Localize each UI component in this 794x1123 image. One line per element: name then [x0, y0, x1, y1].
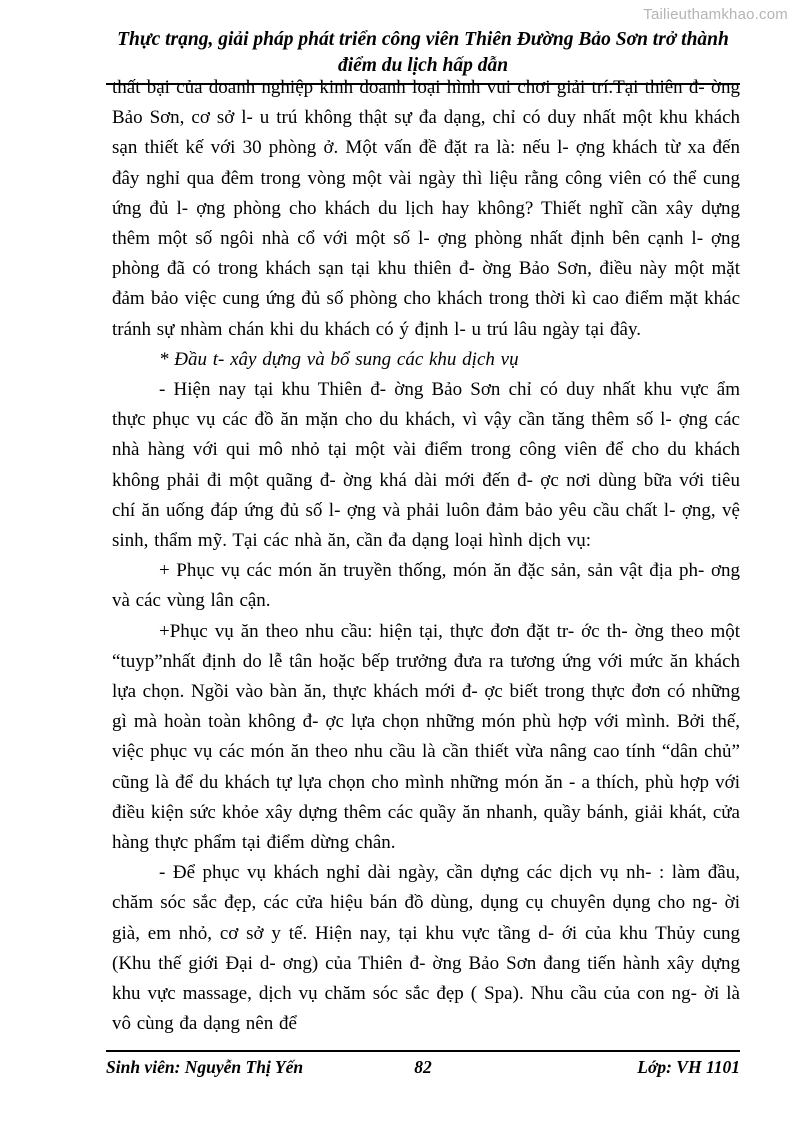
body-paragraph-2-italic-heading: * Đầu t- xây dựng và bổ sung các khu dịch vụ: [159, 348, 519, 370]
body-paragraph-3: - Hiện nay tại khu Thiên đ- ờng Bảo Sơn chỉ có duy nhất khu vực ẩm thực phục vụ các đồ ăn mặn cho du khách, vì vậy cần tăng thêm số l- ợng các nhà hàng với qui mô nhỏ tại một vài điểm trong công viên để cho du khách không phải đi một quãng đ- ờng khá dài mới đến đ- ợc nơi dùng bữa với tiêu chí ăn uống đáp ứng đủ số l- ợng và phải luôn đảm bảo yêu cầu chất l- ợng, vệ sinh, thẩm mỹ. Tại các nhà ăn, cần đa dạng loại hình dịch vụ:: [112, 379, 740, 552]
page-title-line-1: Thực trạng, giải pháp phát triển công viên Thiên Đường Bảo Sơn trở thành: [117, 29, 729, 50]
footer-class-label: Lớp: VH 1101: [637, 1057, 740, 1077]
footer-page-number: 82: [414, 1057, 432, 1077]
footer-student-name: Sinh viên: Nguyễn Thị Yến: [106, 1057, 304, 1077]
page-title-line-2: điểm du lịch hấp dẫn: [337, 55, 509, 76]
watermark-text: Tailieuthamkhao.com: [643, 6, 788, 23]
body-paragraph-1: thất bại của doanh nghiệp kinh doanh loại hình vui chơi giải trí.Tại thiên đ- ờng Bảo Sơn, cơ sở l- u trú không thật sự đa dạng, chỉ có duy nhất một khu khách sạn thiết kế với 30 phòng ở. Một vấn đề đặt ra là: nếu l- ợng khách từ xa đến đây nghỉ qua đêm trong vòng một vài ngày thì liệu rằng công viên có thể cung ứng đủ l- ợng phòng cho khách du lịch hay không? Thiết nghĩ cần xây dựng thêm một số ngôi nhà cổ với một số l- ợng phòng nhất định bên cạnh l- ợng phòng đã có trong khách sạn tại khu thiên đ- ờng Bảo Sơn, điều này một mặt đảm bảo việc cung ứng đủ số phòng cho khách trong thời kì cao điểm mặt khác tránh sự nhàm chán khi du khách có ý định l- u trú lâu ngày tại đây.: [112, 77, 740, 340]
body-paragraph-5: +Phục vụ ăn theo nhu cầu: hiện tại, thực đơn đặt tr- ớc th- ờng theo một “tuyp”nhất định do lễ tân hoặc bếp trưởng đưa ra tương ứng với mức ăn khách lựa chọn. Ngồi vào bàn ăn, thực khách mới đ- ợc biết trong thực đơn có những gì mà hoàn toàn không đ- ợc lựa chọn những món phù hợp với mình. Bởi thế, việc phục vụ các món ăn theo nhu cầu là cần thiết vừa nâng cao tính “dân chủ” cũng là để du khách tự lựa chọn cho mình những món ăn - a thích, phù hợp với điều kiện sức khỏe xây dựng thêm các quầy ăn nhanh, quầy bánh, giải khát, cửa hàng thực phẩm tại điểm dừng chân.: [112, 620, 740, 854]
body-paragraph-6: - Để phục vụ khách nghỉ dài ngày, cần dựng các dịch vụ nh- : làm đầu, chăm sóc sắc đẹp, các cửa hiệu bán đồ dùng, dụng cụ chuyên dụng cho ng- ời già, em nhỏ, cơ sở y tế. Hiện nay, tại khu vực tầng d- ới của khu Thủy cung (Khu thế giới Đại d- ơng) của Thiên đ- ờng Bảo Sơn đang tiến hành xây dựng khu vực massage, dịch vụ chăm sóc sắc đẹp ( Spa). Nhu cầu của con ng- ời là vô cùng đa dạng nên để: [112, 862, 740, 1035]
body-paragraph-4: + Phục vụ các món ăn truyền thống, món ăn đặc sản, sản vật địa ph- ơng và các vùng lân cận.: [112, 560, 740, 612]
page-footer: [106, 1050, 740, 1078]
document-body: [112, 73, 740, 1040]
